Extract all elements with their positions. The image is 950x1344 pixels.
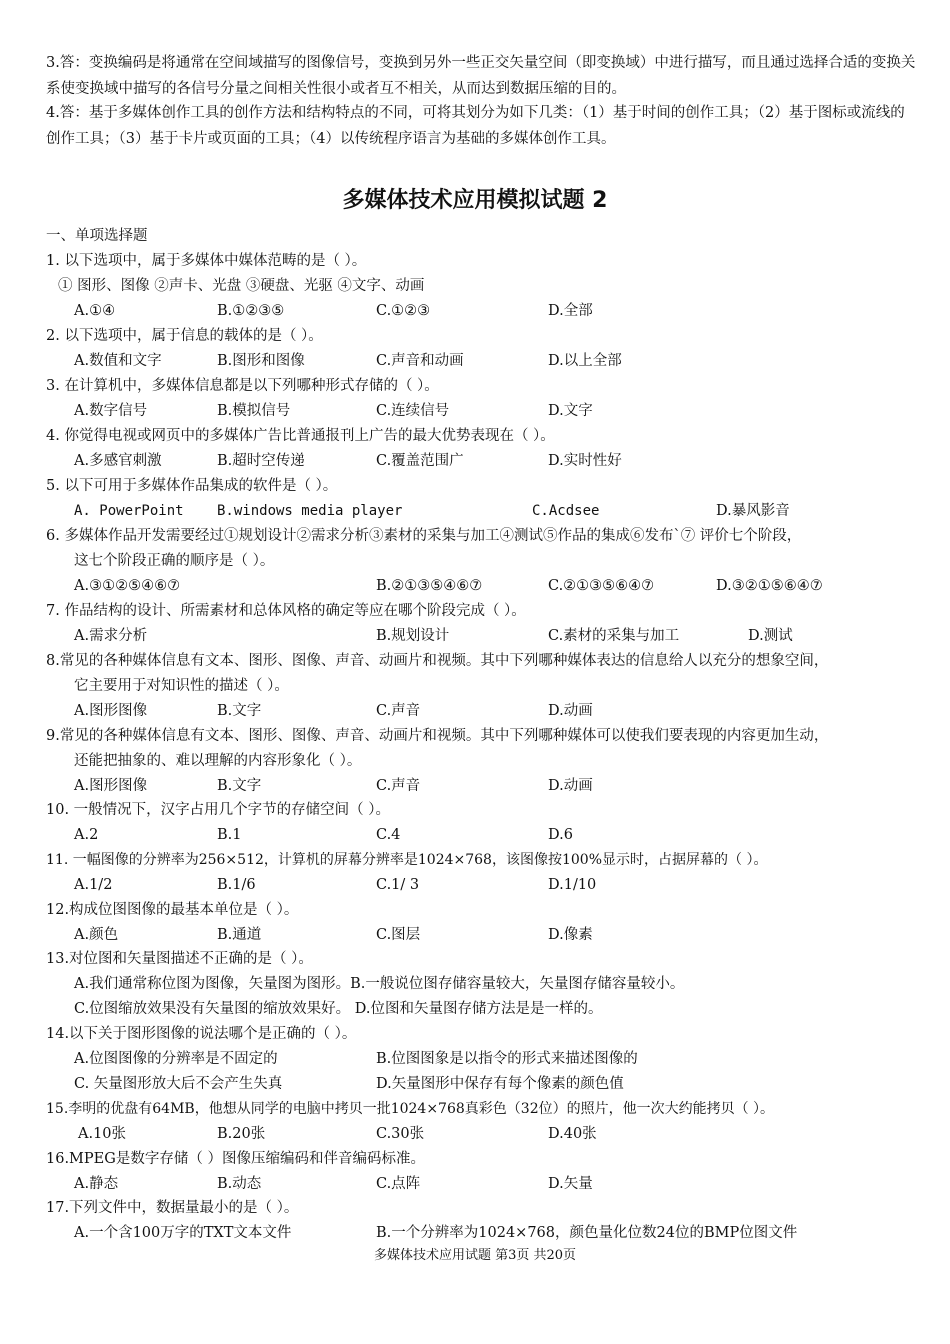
- q2-option-b: B.图形和图像: [217, 353, 305, 369]
- q7-option-c: C.素材的采集与加工: [548, 628, 680, 644]
- q15-option-d: D.40张: [548, 1126, 597, 1142]
- question-14: 14.以下关于图形图像的说法哪个是正确的（ ）。: [46, 1026, 357, 1042]
- q6-option-a: A.③①②⑤④⑥⑦: [74, 578, 181, 594]
- q7-option-d: D.测试: [748, 628, 793, 644]
- question-7: 7. 作品结构的设计、所需素材和总体风格的确定等应在哪个阶段完成（ ）。: [46, 603, 526, 619]
- q15-option-c: C.30张: [376, 1126, 425, 1142]
- q1-option-b: B.①②③⑤: [217, 303, 285, 319]
- q8-option-d: D.动画: [548, 703, 593, 719]
- question-1-items: ① 图形、图像 ②声卡、光盘 ③硬盘、光驱 ④文字、动画: [58, 278, 425, 294]
- question-3: 3. 在计算机中，多媒体信息都是以下列哪种形式存储的（ ）。: [46, 378, 439, 394]
- question-4: 4. 你觉得电视或网页中的多媒体广告比普通报刊上广告的最大优势表现在（ ）。: [46, 428, 555, 444]
- answer-4: 4.答：基于多媒体创作工具的创作方法和结构特点的不同，可将其划分为如下几类：（1）基于时间的创作工具；（2）基于图标或流线的创作工具；（3）基于卡片或页面的工具；（4）以传统程序语言为基础的多媒体创作工具。: [46, 105, 905, 147]
- q2-option-c: C.声音和动画: [376, 353, 464, 369]
- q14-option-d: D.矢量图形中保存有每个像素的颜色值: [376, 1076, 624, 1092]
- q3-option-b: B.模拟信号: [217, 403, 291, 419]
- q10-option-b: B.1: [217, 827, 242, 843]
- q16-option-b: B.动态: [217, 1176, 262, 1192]
- q13-options-line-1: A.我们通常称位图为图像，矢量图为图形。B.一般说位图存储容量较大，矢量图存储容量较小。: [74, 976, 685, 992]
- q9-option-b: B.文字: [217, 778, 262, 794]
- q5-option-d: D.暴风影音: [716, 503, 790, 519]
- q10-option-d: D.6: [548, 827, 573, 843]
- q8-option-b: B.文字: [217, 703, 262, 719]
- question-13: 13.对位图和矢量图描述不正确的是（ ）。: [46, 951, 313, 967]
- question-16: 16.MPEG是数字存储（ ）图像压缩编码和伴音编码标准。: [46, 1151, 425, 1167]
- q16-option-c: C.点阵: [376, 1176, 421, 1192]
- q15-option-b: B.20张: [217, 1126, 266, 1142]
- q6-option-b: B.②①③⑤④⑥⑦: [376, 578, 483, 594]
- q6-option-d: D.③②①⑤⑥④⑦: [716, 578, 823, 594]
- q2-option-d: D.以上全部: [548, 353, 622, 369]
- q14-option-b: B.位图图象是以指令的形式来描述图像的: [376, 1051, 638, 1067]
- q12-option-b: B.通道: [217, 927, 262, 943]
- q11-option-b: B.1/6: [217, 877, 256, 893]
- q5-option-a: A. PowerPoint: [74, 503, 184, 519]
- q2-option-a: A.数值和文字: [74, 353, 162, 369]
- q16-option-a: A.静态: [74, 1176, 119, 1192]
- q10-option-c: C.4: [376, 827, 401, 843]
- q11-option-d: D.1/10: [548, 877, 597, 893]
- q3-option-d: D.文字: [548, 403, 593, 419]
- question-5: 5. 以下可用于多媒体作品集成的软件是（ ）。: [46, 478, 338, 494]
- q1-option-d: D.全部: [548, 303, 593, 319]
- q10-option-a: A.2: [74, 827, 99, 843]
- q12-option-a: A.颜色: [74, 927, 119, 943]
- question-8-cont: 它主要用于对知识性的描述（ ）。: [74, 678, 289, 694]
- q3-option-c: C.连续信号: [376, 403, 450, 419]
- q5-option-c: C.Acdsee: [532, 503, 600, 519]
- q12-option-d: D.像素: [548, 927, 593, 943]
- section-heading: 一、单项选择题: [46, 228, 148, 244]
- answer-3: 3.答：变换编码是将通常在空间域描写的图像信号，变换到另外一些正交矢量空间（即变换域）中进行描写，而且通过选择合适的变换关系使变换域中描写的各信号分量之间相关性很小或者互不相关，从而达到数据压缩的目的。: [46, 55, 916, 97]
- q11-option-a: A.1/2: [74, 877, 113, 893]
- question-6-cont: 这七个阶段正确的顺序是（ ）。: [74, 553, 275, 569]
- page-title: 多媒体技术应用模拟试题 2: [342, 188, 608, 213]
- q14-option-a: A.位图图像的分辨率是不固定的: [74, 1051, 278, 1067]
- q14-option-c: C. 矢量图形放大后不会产生失真: [74, 1076, 283, 1092]
- question-11: 11. 一幅图像的分辨率为256×512，计算机的屏幕分辨率是1024×768，该图像按100%显示时，占据屏幕的（ ）。: [46, 852, 768, 868]
- q9-option-d: D.动画: [548, 778, 593, 794]
- q4-option-c: C.覆盖范围广: [376, 453, 464, 469]
- q15-option-a: A.10张: [78, 1126, 127, 1142]
- q6-option-c: C.②①③⑤⑥④⑦: [548, 578, 655, 594]
- q12-option-c: C.图层: [376, 927, 421, 943]
- question-8: 8.常见的各种媒体信息有文本、图形、图像、声音、动画片和视频。其中下列哪种媒体表达的信息给人以充分的想象空间，: [46, 653, 829, 669]
- q7-option-a: A.需求分析: [74, 628, 148, 644]
- q4-option-b: B.超时空传递: [217, 453, 305, 469]
- q17-option-b: B.一个分辨率为1024×768，颜色量化位数24位的BMP位图文件: [376, 1225, 798, 1241]
- q9-option-c: C.声音: [376, 778, 421, 794]
- q8-option-c: C.声音: [376, 703, 421, 719]
- question-2: 2. 以下选项中，属于信息的载体的是（ ）。: [46, 328, 323, 344]
- question-9: 9.常见的各种媒体信息有文本、图形、图像、声音、动画片和视频。其中下列哪种媒体可以使我们要表现的内容更加生动，: [46, 728, 829, 744]
- q7-option-b: B.规划设计: [376, 628, 450, 644]
- q13-options-line-2: C.位图缩放效果没有矢量图的缩放效果好。 D.位图和矢量图存储方法是是一样的。: [74, 1001, 603, 1017]
- question-15: 15.李明的优盘有64MB，他想从同学的电脑中拷贝一批1024×768真彩色（32位）的照片，他一次大约能拷贝（ ）。: [46, 1101, 775, 1117]
- question-12: 12.构成位图图像的最基本单位是（ ）。: [46, 902, 299, 918]
- q9-option-a: A.图形图像: [74, 778, 148, 794]
- q8-option-a: A.图形图像: [74, 703, 148, 719]
- q1-option-a: A.①④: [74, 303, 116, 319]
- question-1: 1. 以下选项中，属于多媒体中媒体范畴的是（ ）。: [46, 253, 367, 269]
- question-17: 17.下列文件中，数据量最小的是（ ）。: [46, 1200, 299, 1216]
- q5-option-b: B.windows media player: [217, 503, 403, 519]
- q3-option-a: A.数字信号: [74, 403, 148, 419]
- q16-option-d: D.矢量: [548, 1176, 593, 1192]
- q11-option-c: C.1/ 3: [376, 877, 420, 893]
- q17-option-a: A.一个含100万字的TXT文本文件: [74, 1225, 292, 1241]
- page-footer: 多媒体技术应用试题 第3页 共20页: [373, 1248, 577, 1263]
- q1-option-c: C.①②③: [376, 303, 431, 319]
- q4-option-d: D.实时性好: [548, 453, 622, 469]
- question-9-cont: 还能把抽象的、难以理解的内容形象化（ ）。: [74, 753, 362, 769]
- q4-option-a: A.多感官刺激: [74, 453, 162, 469]
- question-6: 6. 多媒体作品开发需要经过①规划设计②需求分析③素材的采集与加工④测试⑤作品的集成⑥发布`⑦ 评价七个阶段，: [46, 528, 802, 544]
- question-10: 10. 一般情况下，汉字占用几个字节的存储空间（ ）。: [46, 802, 391, 818]
